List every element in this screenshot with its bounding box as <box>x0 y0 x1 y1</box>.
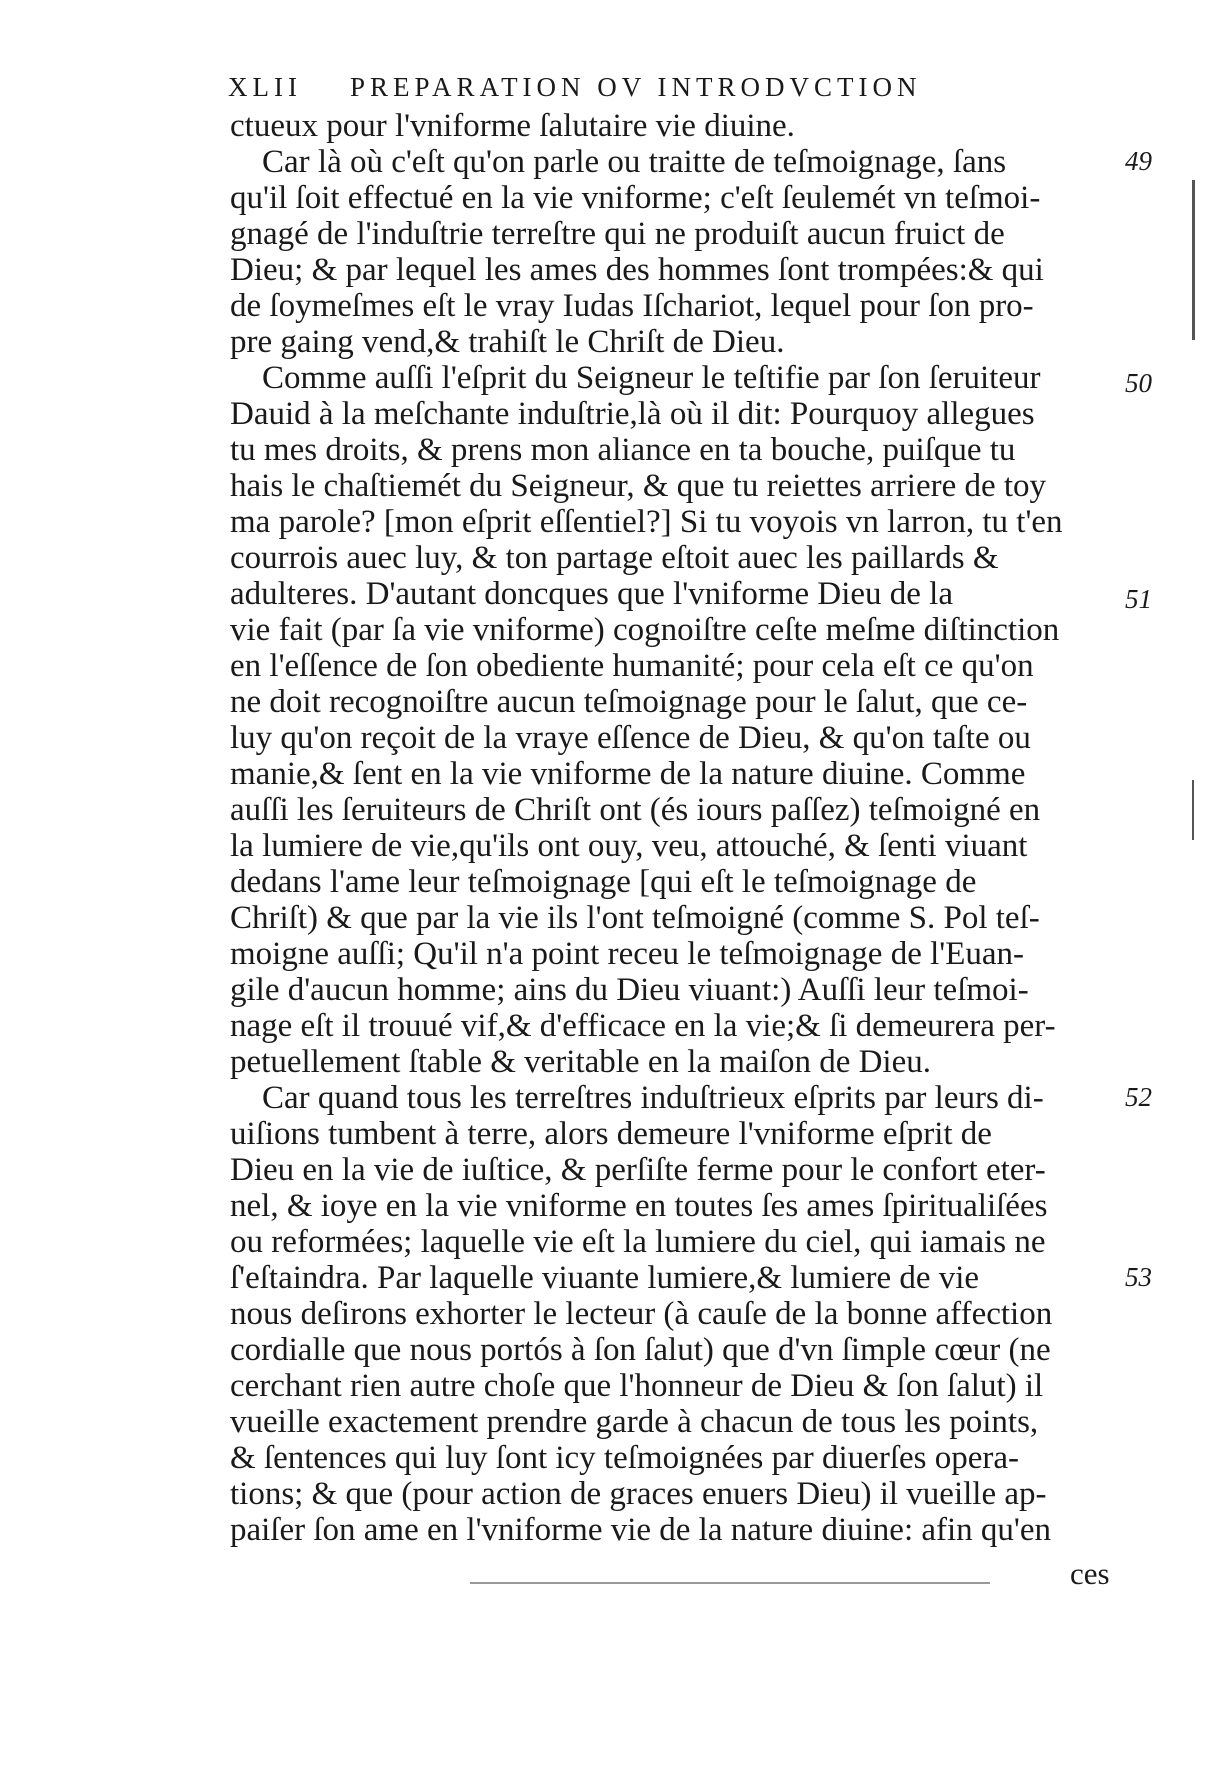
text-line: cordialle que nous portós à ſon ſalut) que d'vn ſimple cœur (ne <box>230 1332 1051 1368</box>
text-line: Dauid à la meſchante induſtrie,là où il dit: Pourquoy allegues <box>230 396 1035 432</box>
margin-verse-number: 51 <box>1125 584 1152 614</box>
text-line: petuellement ſtable & veritable en la maiſon de Dieu. <box>230 1044 931 1080</box>
text-line: ma parole? [mon eſprit eſſentiel?] Si tu voyois vn larron, tu t'en <box>230 504 1063 540</box>
text-line: nage eſt il trouué vif,& d'efficace en la vie;& ſi demeurera per- <box>230 1008 1056 1044</box>
text-line: ne doit recognoiſtre aucun teſmoignage pour le ſalut, que ce- <box>230 684 1028 720</box>
text-line: moigne auſſi; Qu'il n'a point receu le teſmoignage de l'Euan- <box>230 936 1025 972</box>
text-line: tu mes droits, & prens mon aliance en ta bouche, puiſque tu <box>230 432 1016 468</box>
text-line: hais le chaſtiemét du Seigneur, & que tu reiettes arriere de toy <box>230 468 1047 504</box>
margin-verse-number: 50 <box>1125 368 1152 398</box>
catchword: ces <box>1070 1556 1110 1591</box>
text-line: manie,& ſent en la vie vniforme de la nature diuine. Comme <box>230 756 1026 792</box>
text-line: nel, & ioye en la vie vniforme en toutes ſes ames ſpiritualiſées <box>230 1188 1048 1224</box>
text-line: ctueux pour l'vniforme ſalutaire vie diuine. <box>230 108 795 144</box>
text-line: tions; & que (pour action de graces enuers Dieu) il vueille ap- <box>230 1476 1047 1512</box>
margin-verse-number: 53 <box>1125 1262 1152 1292</box>
text-line: paiſer ſon ame en l'vniforme vie de la nature diuine: afin qu'en <box>230 1512 1052 1548</box>
text-line: ſ'eſtaindra. Par laquelle viuante lumiere,& lumiere de vie <box>230 1260 980 1296</box>
text-line: gnagé de l'induſtrie terreſtre qui ne produiſt aucun fruict de <box>230 216 1005 252</box>
text-line: luy qu'on reçoit de la vraye eſſence de Dieu, & qu'on taſte ou <box>230 720 1031 756</box>
text-line: nous deſirons exhorter le lecteur (à cauſe de la bonne affection <box>230 1296 1053 1332</box>
text-line: auſſi les ſeruiteurs de Chriſt ont (és iours paſſez) teſmoigné en <box>230 792 1041 828</box>
running-title: PREPARATION OV INTRODVCTION <box>350 72 922 102</box>
text-line: Chriſt) & que par la vie ils l'ont teſmoigné (comme S. Pol teſ- <box>230 900 1040 936</box>
gutter-shadow <box>1192 180 1195 340</box>
text-line: vie fait (par ſa vie vniforme) cognoiſtre ceſte meſme diſtinction <box>230 612 1060 648</box>
text-line: gile d'aucun homme; ains du Dieu viuant:) Auſſi leur teſmoi- <box>230 972 1029 1008</box>
text-line: uiſions tumbent à terre, alors demeure l'vniforme eſprit de <box>230 1116 992 1152</box>
margin-verse-number: 49 <box>1125 146 1152 176</box>
text-line: ou reformées; laquelle vie eſt la lumiere du ciel, qui iamais ne <box>230 1224 1046 1260</box>
text-line: cerchant rien autre choſe que l'honneur de Dieu & ſon ſalut) il <box>230 1368 1044 1404</box>
text-line: dedans l'ame leur teſmoignage [qui eſt le teſmoignage de <box>230 864 977 900</box>
text-line: en l'eſſence de ſon obediente humanité; pour cela eſt ce qu'on <box>230 648 1034 684</box>
text-line: la lumiere de vie,qu'ils ont ouy, veu, attouché, & ſenti viuant <box>230 828 1028 864</box>
text-line: Dieu en la vie de iuſtice, & perſiſte ferme pour le confort eter- <box>230 1152 1046 1188</box>
folio-number: XLII <box>228 72 302 102</box>
text-line: & ſentences qui luy ſont icy teſmoignées par diuerſes opera- <box>230 1440 1020 1476</box>
text-line: Car quand tous les terreſtres induſtrieux eſprits par leurs di- <box>262 1080 1044 1116</box>
text-line: adulteres. D'autant doncques que l'vniforme Dieu de la <box>230 576 953 612</box>
text-line: courrois auec luy, & ton partage eſtoit auec les paillards & <box>230 540 999 576</box>
text-line: Car là où c'eſt qu'on parle ou traitte de teſmoignage, ſans <box>262 144 1007 180</box>
bleed-through-rule <box>470 1582 990 1584</box>
margin-verse-number: 52 <box>1125 1082 1152 1112</box>
text-line: de ſoymeſmes eſt le vray Iudas Iſchariot, lequel pour ſon pro- <box>230 288 1034 324</box>
gutter-shadow <box>1192 780 1194 840</box>
text-line: Dieu; & par lequel les ames des hommes ſont trompées:& qui <box>230 252 1044 288</box>
page-header <box>228 72 1018 112</box>
text-line: pre gaing vend,& trahiſt le Chriſt de Dieu. <box>230 324 785 360</box>
text-line: qu'il ſoit effectué en la vie vniforme; c'eſt ſeulemét vn teſmoi- <box>230 180 1041 216</box>
text-line: vueille exactement prendre garde à chacun de tous les points, <box>230 1404 1039 1440</box>
text-line: Comme auſſi l'eſprit du Seigneur le teſtifie par ſon ſeruiteur <box>262 360 1041 396</box>
